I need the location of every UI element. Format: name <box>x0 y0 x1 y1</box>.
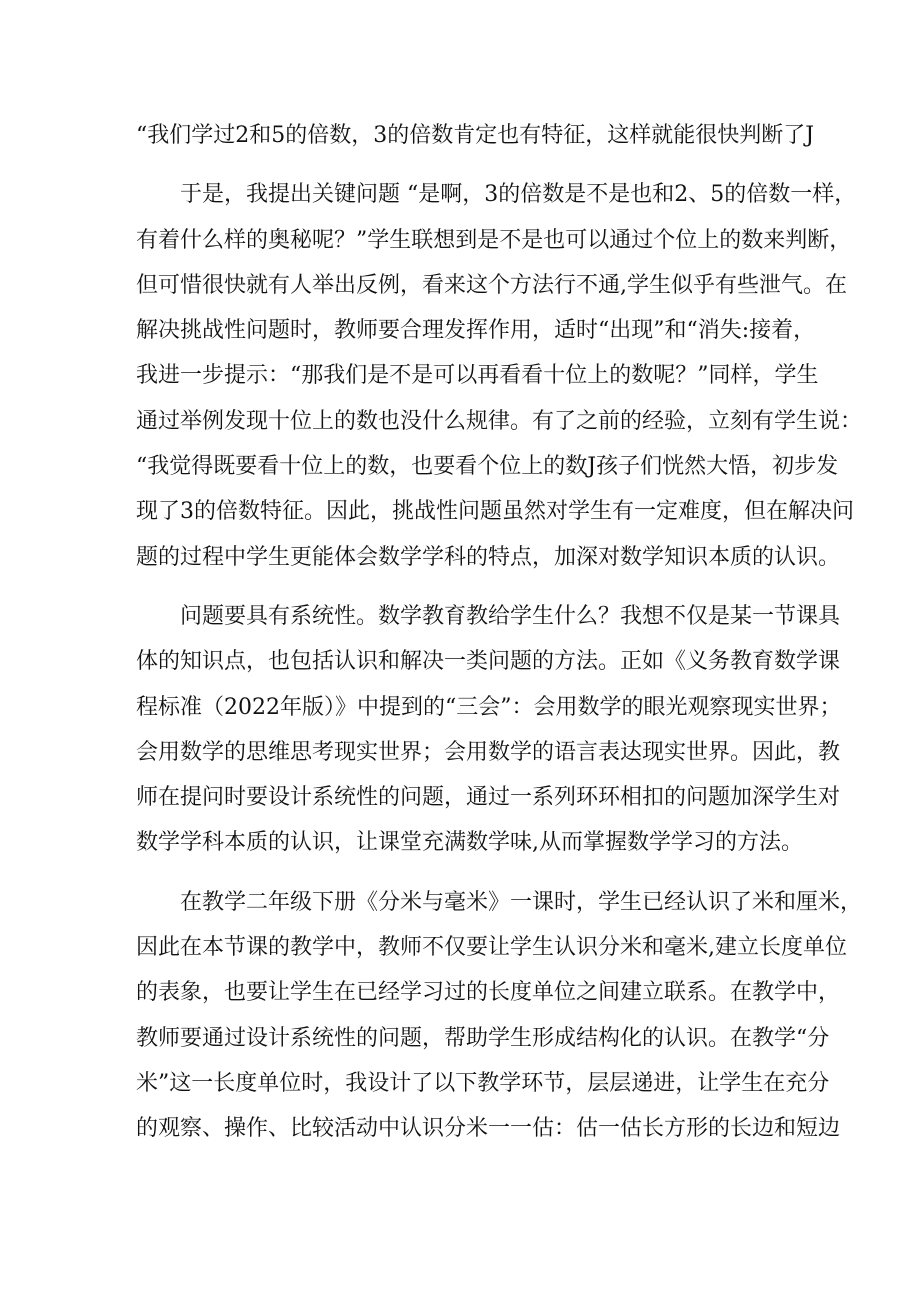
text-line: 程标准（2022年版）》中提到的“三会”：会用数学的眼光观察现实世界； <box>136 694 842 720</box>
text-line: 但可惜很快就有人举出反例，看来这个方法行不通,学生似乎有些泄气。在 <box>136 272 847 298</box>
text-line: 的表象，也要让学生在已经学习过的长度单位之间建立联系。在教学中， <box>136 980 841 1006</box>
text-line: 数学学科本质的认识，让课堂充满数学味,从而掌握数学学习的方法。 <box>136 830 803 856</box>
paragraph <box>136 172 863 580</box>
text-line: “我觉得既要看十位上的数，也要看个位上的数J孩子们恍然大悟，初步发 <box>136 454 839 480</box>
text-line: 于是，我提出关键问题 “是啊，3的倍数是不是也和2、5的倍数一样， <box>180 182 857 208</box>
text-line: 题的过程中学生更能体会数学学科的特点，加深对数学知识本质的认识。 <box>136 544 841 570</box>
text-line: 解决挑战性问题时，教师要合理发挥作用，适时“出现”和“消失:接着， <box>136 318 816 344</box>
text-line: 现了3的倍数特征。因此，挑战性问题虽然对学生有一定难度，但在解决问 <box>136 499 854 525</box>
text-line: 会用数学的思维思考现实世界；会用数学的语言表达现实世界。因此，教 <box>136 739 841 765</box>
paragraph-gap <box>136 158 796 172</box>
text-line: 师在提问时要设计系统性的问题，通过一系列环环相扣的问题加深学生对 <box>136 785 841 811</box>
text-line: “我们学过2和5的倍数，3的倍数肯定也有特征，这样就能很快判断了J <box>136 123 815 148</box>
text-line: 问题要具有系统性。数学教育教给学生什么？我想不仅是某一节课具 <box>180 603 841 629</box>
text-line: 有着什么样的奥秘呢？”学生联想到是不是也可以通过个位上的数来判断， <box>136 227 852 253</box>
paragraph-gap <box>136 866 796 880</box>
text-line: 我进一步提示：“那我们是不是可以再看看十位上的数呢？”同样，学生 <box>136 363 819 389</box>
text-line: 教师要通过设计系统性的问题，帮助学生形成结构化的认识。在教学“分 <box>136 1025 830 1051</box>
text-line: 在教学二年级下册《分米与毫米》一课时，学生已经认识了米和厘米， <box>180 889 863 915</box>
text-line: 因此在本节课的教学中，教师不仅要让学生认识分米和毫米,建立长度单位 <box>136 935 847 961</box>
text-line: 体的知识点，也包括认识和解决一类问题的方法。正如《义务教育数学课 <box>136 649 841 675</box>
text-line: 米”这一长度单位时，我设计了以下教学环节，层层递进，让学生在充分 <box>136 1070 830 1096</box>
document-body <box>136 113 863 1152</box>
paragraph <box>136 594 842 866</box>
paragraph <box>136 880 863 1152</box>
paragraph <box>136 113 815 158</box>
text-line: 的观察、操作、比较活动中认识分米一一估：估一估长方形的长边和短边 <box>136 1116 841 1142</box>
text-line: 通过举例发现十位上的数也没什么规律。有了之前的经验，立刻有学生说： <box>136 408 863 434</box>
paragraph-gap <box>136 580 796 594</box>
